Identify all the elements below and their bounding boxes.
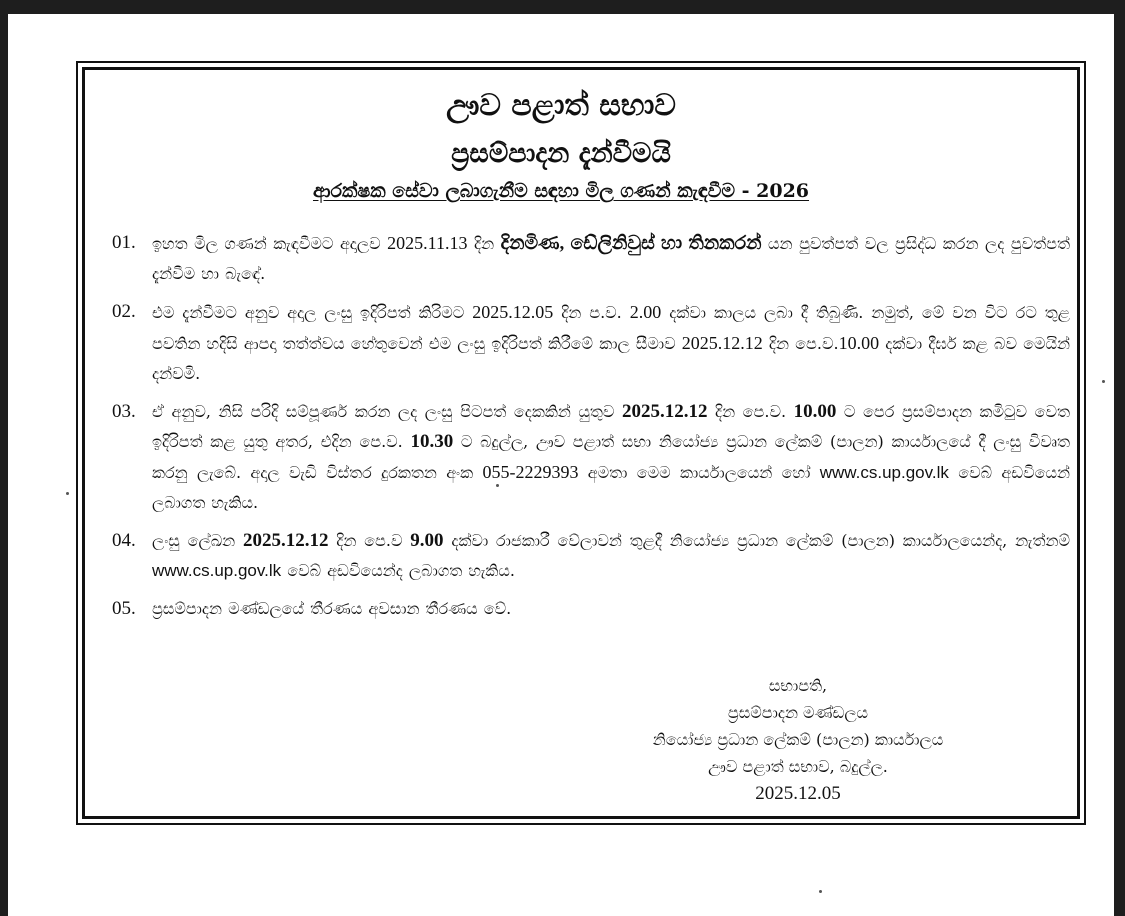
clause-emphasis: 2025.12.12	[621, 401, 708, 422]
notice-type-heading: ප්‍රසම්පාදන දැන්වීමයි	[451, 138, 671, 169]
scan-speck	[496, 484, 499, 487]
clause-text-run: ට බදුල්ල, ඌව පළාත් සභා නියෝජ්‍ය ප්‍රධාන ලේකම් (පාලන) කාර්යාලයේ දී ලංසු විවෘත කරනු ලැබේ. අදාල වැඩි විස්තර දුරකතන අංක	[152, 432, 1070, 482]
clause-text-run: දින පෙ.ව.	[707, 402, 794, 421]
website-url: www.cs.up.gov.lk	[819, 463, 949, 482]
clause-emphasis: 10.30	[410, 431, 454, 452]
clause-text-run: දින	[467, 234, 501, 253]
clause-text	[152, 228, 1070, 289]
clause-emphasis: 2025.12.12	[242, 530, 329, 551]
clause-figure: 10.00	[838, 333, 880, 353]
clause-number: 01.	[112, 232, 136, 253]
scanned-notice-page	[8, 14, 1114, 916]
clause-text-run: ප්‍රසම්පාදන මණ්ඩලයේ තීරණය අවසාන තීරණය වේ.	[152, 599, 512, 618]
scan-speck	[66, 492, 69, 495]
signature-address: ඌව පළාත් සභාව, බදුල්ල.	[708, 757, 888, 776]
clause-text	[152, 397, 1070, 518]
clause-number: 02.	[112, 301, 136, 322]
clause-text-run: ලංසු ලේඛන	[152, 531, 243, 550]
clause-text-run: ඉහත මිල ගණන් කැඳවීමට අදාලව	[152, 234, 388, 253]
clause-number: 03.	[112, 401, 136, 422]
website-url: www.cs.up.gov.lk	[152, 561, 282, 580]
clause-emphasis: 10.00	[793, 401, 837, 422]
signature-block	[588, 672, 1008, 807]
clause-text-run: වෙබ් අඩවියෙන්ද ලබාගත හැකිය.	[281, 561, 516, 580]
clause-text-run: දක්වා දීර්ඝ කළ බව මෙයින් දන්වමි.	[152, 334, 1071, 383]
clause-number: 04.	[112, 530, 136, 551]
clause-text-run: දක්වා කාලය ලබා දී තිබුණි. නමුත්, මේ වන විට රට තුළ පවතින හදිසි ආපදා තත්ත්වය හේතුවෙන් එම ලංසු ඉදිරිපත් කිරීමේ කාල සීමාව	[152, 303, 1070, 353]
clause-text	[152, 297, 1070, 389]
notice-clauses	[112, 228, 1070, 632]
clause-text-run: ට පෙර ප්‍රසම්පාදන කමිටුව වෙත ඉදිරිපත් කළ යුතු අතර, එදින පෙ.ව.	[152, 402, 1070, 451]
signature-title: සභාපති,	[768, 676, 828, 695]
clause-emphasis: 9.00	[410, 530, 444, 551]
clause-text-run: එම දැන්වීමට අනුව අදාල ලංසු ඉදිරිපත් කිරිමට	[152, 303, 473, 322]
clause-text-run: ඒ අනුව, නිසි පරිදි සම්පූර්ණ කරන ලද ලංසු පිටපත් දෙකකින් යුතුව	[152, 402, 622, 421]
notice-subject-heading	[8, 177, 1114, 205]
clause-text-run: යන පුවත්පත් වල ප්‍රසිද්ධ කරන ලද පුවත්පත් දැන්වීම හා බැඳේ.	[152, 234, 1070, 283]
clause-emphasis: දිනමිණ, ඩේලිනිවුස් හා තිනකරන්	[500, 233, 762, 254]
clause-number: 05.	[112, 598, 136, 619]
notice-clause	[112, 526, 1070, 586]
notice-clause	[112, 594, 1070, 624]
signature-date: 2025.12.05	[755, 783, 841, 804]
clause-figure: 2025.12.12	[681, 333, 763, 353]
clause-text	[152, 594, 1070, 624]
clause-text-run: දින පෙ.ව	[328, 531, 411, 550]
clause-figure: 2025.12.05	[472, 302, 554, 322]
notice-clause	[112, 397, 1070, 518]
signature-office: නියෝජ්‍ය ප්‍රධාන ලේකම් (පාලන) කාර්යාලය	[652, 730, 944, 749]
clause-figure: 2025.11.13	[387, 233, 468, 253]
scan-speck	[819, 890, 822, 893]
clause-text-run: දින පෙ.ව.	[762, 334, 839, 353]
notice-clause	[112, 297, 1070, 389]
clause-figure: 055-2229393	[482, 462, 579, 482]
clause-text-run: අමතා මෙම කාර්යාලයෙන් හෝ	[578, 463, 820, 482]
clause-text-run: වෙබ් අඩවියෙන් ලබාගත හැකිය.	[152, 463, 1070, 512]
signature-board: ප්‍රසම්පාදන මණ්ඩලය	[727, 703, 869, 722]
clause-figure: 2.00	[629, 302, 662, 322]
council-name-heading: ඌව පළාත් සභාව	[446, 88, 676, 123]
clause-text	[152, 526, 1070, 586]
clause-text-run: දින ප.ව.	[553, 303, 630, 322]
notice-clause	[112, 228, 1070, 289]
scan-speck	[1102, 380, 1105, 383]
clause-text-run: දක්වා රාජකාරී වේලාවන් තුළදී නියෝජ්‍ය ප්‍රධාන ලේකම් (පාලන) කාර්යාලයෙන්ද, නැත්නම්	[443, 531, 1071, 550]
notice-subject-text: ආරක්ෂක සේවා ලබාගැනීම සඳහා මිල ගණන් කැඳවීම - 2026	[312, 180, 810, 202]
